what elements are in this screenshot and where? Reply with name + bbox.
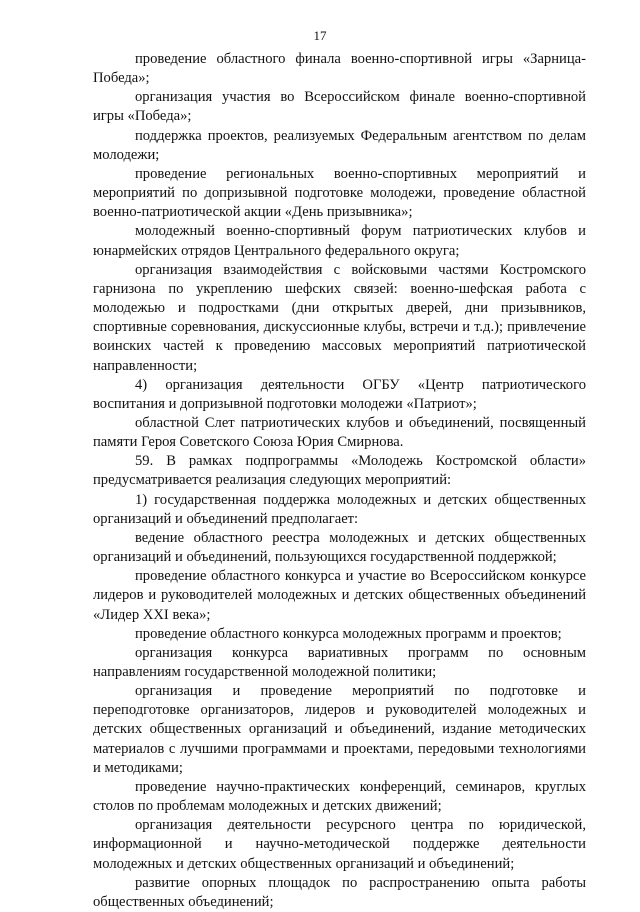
document-body [93,50,586,912]
paragraph: развитие опорных площадок по распространению опыта работы общественных объединений; [93,874,586,910]
paragraph: 1) государственная поддержка молодежных и детских общественных организаций и объединений предполагает: [93,491,586,527]
paragraph: областной Слет патриотических клубов и объединений, посвященный памяти Героя Советского Союза Юрия Смирнова. [93,414,586,451]
page-number: 17 [313,28,327,43]
paragraph: организация и проведение мероприятий по подготовке и переподготовке организаторов, лидеров и руководителей молодежных и детских общественных организаций и объединений, издание методических материалов с лучшими программами и проектами, передовыми технологиями и методиками; [93,683,586,776]
paragraph: поддержка проектов, реализуемых Федеральным агентством по делам молодежи; [93,127,586,163]
paragraph: 4) организация деятельности ОГБУ «Центр патриотического воспитания и допризывной подготовки молодежи «Патриот»; [93,376,586,412]
paragraph: организация деятельности ресурсного центра по юридической, информационной и научно-методической поддержке деятельности молодежных и детских общественных организаций и объединений; [93,817,586,872]
paragraph: молодежный военно-спортивный форум патриотических клубов и юнармейских отрядов Центрального федерального округа; [93,223,586,259]
paragraph: проведение региональных военно-спортивных мероприятий и мероприятий по допризывной подготовке молодежи, проведение областной военно-патриотической акции «День призывника»; [93,165,586,221]
paragraph: ведение областного реестра молодежных и детских общественных организаций и объединений, пользующихся государственной поддержкой; [93,529,586,566]
paragraph: 59. В рамках подпрограммы «Молодежь Костромской области» предусматривается реализация следующих мероприятий: [93,453,586,489]
paragraph: проведение областного финала военно-спортивной игры «Зарница-Победа»; [93,51,586,87]
paragraph: организация участия во Всероссийском финале военно-спортивной игры «Победа»; [93,89,586,125]
paragraph: проведение областного конкурса молодежных программ и проектов; [135,625,562,642]
paragraph: проведение областного конкурса и участие во Всероссийском конкурсе лидеров и руководителей молодежных и детских общественных объединений «Лидер XXI века»; [93,568,586,623]
paragraph: проведение научно-практических конференций, семинаров, круглых столов по проблемам молодежных и детских движений; [93,778,586,815]
paragraph: организация конкурса вариативных программ по основным направлениям государственной молодежной политики; [93,644,586,680]
paragraph: организация взаимодействия с войсковыми частями Костромского гарнизона по укреплению шефских связей: военно-шефская работа с молодежью и подростками (дни открытых дверей, дни призывников, спортивные соревнования, дискуссионные клубы, встречи и т.д.); привлечение воинских частей к проведению массовых мероприятий патриотической направленности; [93,261,586,374]
